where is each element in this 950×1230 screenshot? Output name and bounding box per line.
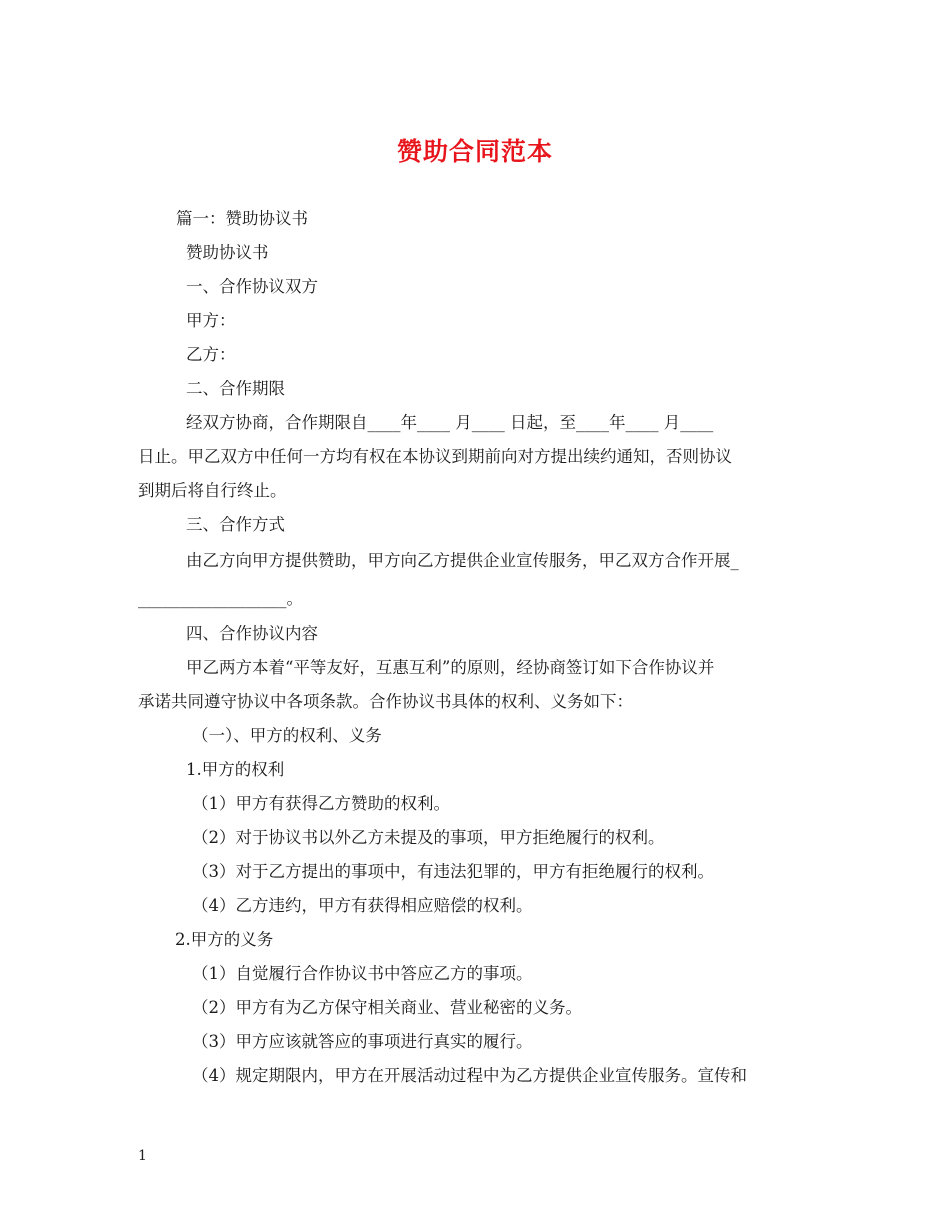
list-item: （3）对于乙方提出的事项中，有违法犯罪的，甲方有拒绝履行的权利。	[192, 862, 714, 881]
list-item: （3）甲方应该就答应的事项进行真实的履行。	[192, 1032, 533, 1051]
subtitle-line: 赞助协议书	[186, 243, 269, 262]
paragraph-line: 到期后将自行终止。	[138, 481, 287, 500]
subsection-heading: （一）、甲方的权利、义务	[192, 726, 382, 745]
document-title: 赞助合同范本	[396, 137, 553, 166]
list-item: （1）自觉履行合作协议书中答应乙方的事项。	[192, 964, 533, 983]
section-heading: 四、合作协议内容	[186, 624, 318, 643]
list-item: （1）甲方有获得乙方赞助的权利。	[192, 794, 450, 813]
paragraph-line: 日止。甲乙双方中任何一方均有权在本协议到期前向对方提出续约通知，否则协议	[138, 447, 732, 466]
list-item: （4）乙方违约，甲方有获得相应赔偿的权利。	[192, 896, 533, 915]
page-number: 1	[138, 1148, 147, 1164]
section-heading: 三、合作方式	[186, 515, 285, 534]
paragraph-line: 承诺共同遵守协议中各项条款。合作协议书具体的权利、义务如下：	[138, 692, 633, 711]
paragraph-line: 经双方协商，合作期限自____年____ 月____ 日起，至____年____ 月____	[186, 413, 714, 432]
section-heading: 篇一：赞助协议书	[176, 209, 308, 228]
paragraph-line: 甲乙两方本着“平等友好，互惠互利”的原则，经协商签订如下合作协议并	[186, 658, 715, 677]
list-heading: 2.甲方的义务	[175, 930, 274, 949]
section-heading: 二、合作期限	[186, 379, 285, 398]
paragraph-line: 由乙方向甲方提供赞助，甲方向乙方提供企业宣传服务，甲乙双方合作开展_	[186, 551, 739, 570]
party-a-line: 甲方：	[186, 311, 236, 330]
list-item: （4）规定期限内，甲方在开展活动过程中为乙方提供企业宣传服务。宣传和	[192, 1066, 747, 1085]
document-body	[138, 202, 814, 1093]
list-heading: 1.甲方的权利	[186, 760, 285, 779]
party-b-line: 乙方：	[186, 345, 236, 364]
list-item: （2）甲方有为乙方保守相关商业、营业秘密的义务。	[192, 998, 582, 1017]
section-heading: 一、合作协议双方	[186, 277, 318, 296]
paragraph-line: __________________。	[138, 588, 303, 608]
list-item: （2）对于协议书以外乙方未提及的事项，甲方拒绝履行的权利。	[192, 828, 665, 847]
